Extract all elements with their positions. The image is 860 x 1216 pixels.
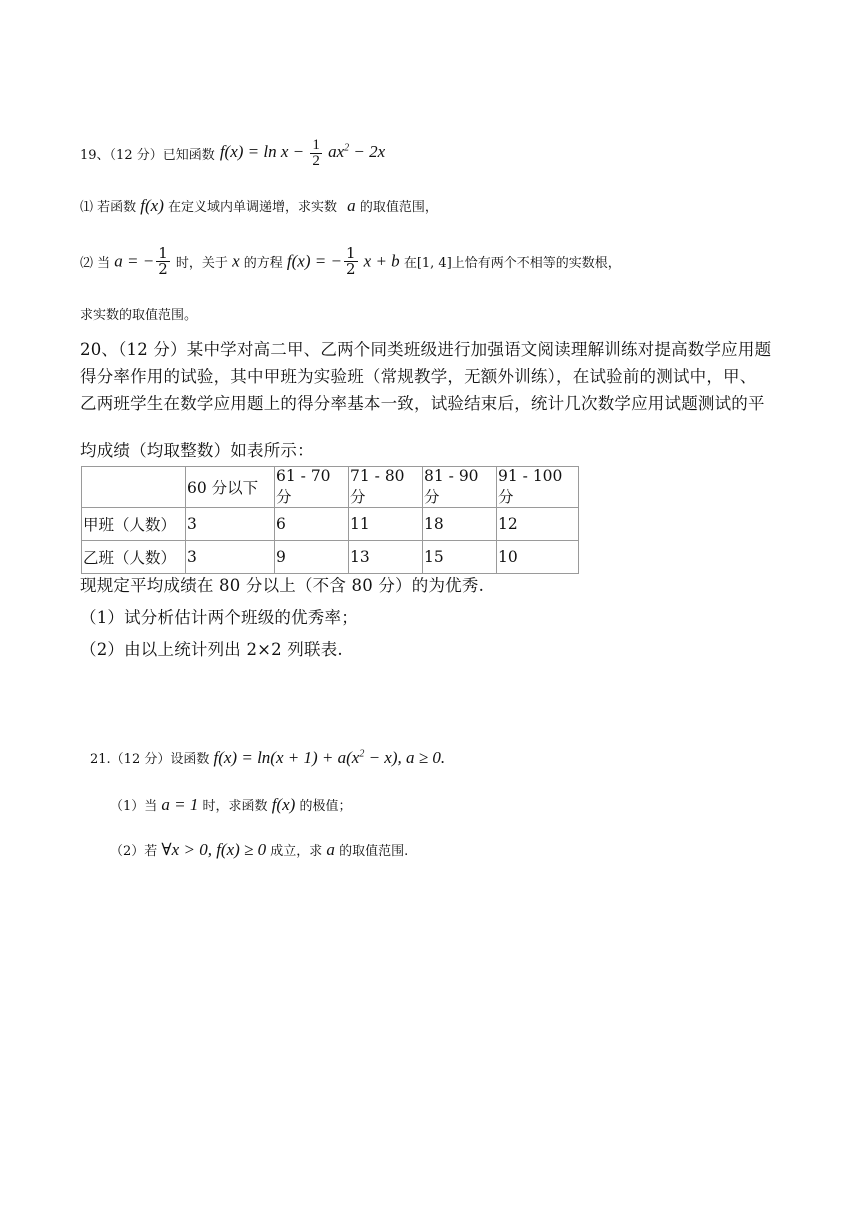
score-table <box>81 466 579 574</box>
q19-part2-fraction <box>156 246 170 277</box>
table-cell: 3 <box>186 508 275 541</box>
q19-part2-d: 在[1, 4]上恰有两个不相等的实数根， <box>403 256 621 271</box>
table-row <box>82 541 579 574</box>
q21-func-tail: − x), a ≥ 0. <box>364 748 446 767</box>
table-header-cell: 91 - 100 分 <box>497 467 579 508</box>
q20-part1: （1）试分析估计两个班级的优秀率； <box>80 608 358 627</box>
q19-part2-a: ⑵ 当 <box>80 256 111 271</box>
table-cell: 6 <box>275 508 349 541</box>
q21-func: f(x) = ln(x + 1) + a(x <box>213 748 360 767</box>
q19-part2-avar: a = − <box>114 251 155 271</box>
q21-part1-cond: a = 1 <box>161 795 199 814</box>
q19-part2-num2: 1 <box>345 244 356 262</box>
table-cell: 9 <box>275 541 349 574</box>
q20-line2: 得分率作用的试验，其中甲班为实验班（常规教学，无额外训练），在试验前的测试中，甲、 <box>80 367 757 386</box>
q19-func-exp: 2 <box>344 142 350 154</box>
table-cell: 3 <box>186 541 275 574</box>
q21-part2-var: a <box>326 840 335 859</box>
q21-header-line <box>90 748 445 768</box>
q19-part2-c: 的方程 <box>243 256 283 271</box>
table-header-row <box>82 467 579 508</box>
q19-part1 <box>80 196 438 216</box>
q21-part2-b: 成立，求 <box>270 844 323 859</box>
q19-part1-var: a <box>347 196 356 215</box>
q21-part1-c: 的极值； <box>299 799 352 814</box>
q19-part2 <box>80 246 621 280</box>
table-cell: 15 <box>423 541 497 574</box>
table-header-cell: 60 分以下 <box>186 467 275 508</box>
q19-frac-num: 1 <box>312 137 320 153</box>
q19-function <box>219 137 386 169</box>
q19-part2-den: 2 <box>158 260 168 278</box>
q21-part2 <box>110 840 408 860</box>
q19-part2-eq2: x + b <box>363 251 400 271</box>
q20-line1: 20、（12 分）某中学对高二甲、乙两个同类班级进行加强语文阅读理解训练对提高数学应用题 <box>80 340 772 359</box>
q21-part1-f: f(x) <box>271 795 296 814</box>
q19-part2-b: 时，关于 <box>175 256 228 271</box>
q19-part2-x: x <box>232 251 240 271</box>
q21-func-exp: 2 <box>359 748 365 760</box>
q21-part1-b: 时，求函数 <box>202 799 268 814</box>
q21-part2-a: （2）若 <box>110 844 158 859</box>
q19-part2-den2: 2 <box>345 260 356 278</box>
table-cell: 10 <box>497 541 579 574</box>
q19-fraction <box>310 138 322 169</box>
q21-header: 21.（12 分）设函数 <box>90 752 210 767</box>
q20-line3: 乙两班学生在数学应用题上的得分率基本一致，试验结束后，统计几次数学应用试题测试的平 <box>80 394 765 413</box>
table-cell: 18 <box>423 508 497 541</box>
q21-part2-cond: ∀x > 0, f(x) ≥ 0 <box>161 840 267 859</box>
q21-part1-a: （1）当 <box>110 799 158 814</box>
q19-frac-den: 2 <box>312 153 320 169</box>
q21-function <box>214 748 446 767</box>
q19-part2-fraction2 <box>344 246 358 277</box>
q20-part2: （2）由以上统计列出 2×2 列联表. <box>80 640 343 659</box>
q19-part2-num: 1 <box>158 244 168 262</box>
q19-func-rhs-a: ax <box>328 142 345 162</box>
q19-func-lhs: f(x) = ln x − <box>219 142 305 162</box>
table-cell: 11 <box>349 508 423 541</box>
q19-part1-f: f(x) <box>140 196 164 215</box>
q19-part1-c: 的取值范围， <box>359 200 438 215</box>
table-header-cell: 81 - 90 分 <box>423 467 497 508</box>
q19-part1-a: ⑴ 若函数 <box>80 200 137 215</box>
table-cell: 13 <box>349 541 423 574</box>
q20-line4: 均成绩（均取整数）如表所示： <box>80 441 314 460</box>
q20-after: 现规定平均成绩在 80 分以上（不含 80 分）的为优秀. <box>80 576 485 595</box>
table-header-cell: 61 - 70 分 <box>275 467 349 508</box>
q19-header-line <box>80 138 385 168</box>
table-header-cell <box>82 467 186 508</box>
q21-part1 <box>110 795 351 815</box>
table-cell: 甲班（人数） <box>82 508 186 541</box>
q21-part2-c: 的取值范围. <box>339 844 409 859</box>
table-cell: 乙班（人数） <box>82 541 186 574</box>
table-cell: 12 <box>497 508 579 541</box>
table-header-cell: 71 - 80 分 <box>349 467 423 508</box>
q19-part2-e: 求实数的取值范围。 <box>80 308 198 323</box>
q19-header: 19、（12 分）已知函数 <box>80 148 215 163</box>
q19-part2-eq: f(x) = − <box>286 251 342 271</box>
q19-part1-b: 在定义域内单调递增，求实数 <box>168 200 338 215</box>
q19-func-rhs-b: − 2x <box>349 142 386 162</box>
table-row <box>82 508 579 541</box>
